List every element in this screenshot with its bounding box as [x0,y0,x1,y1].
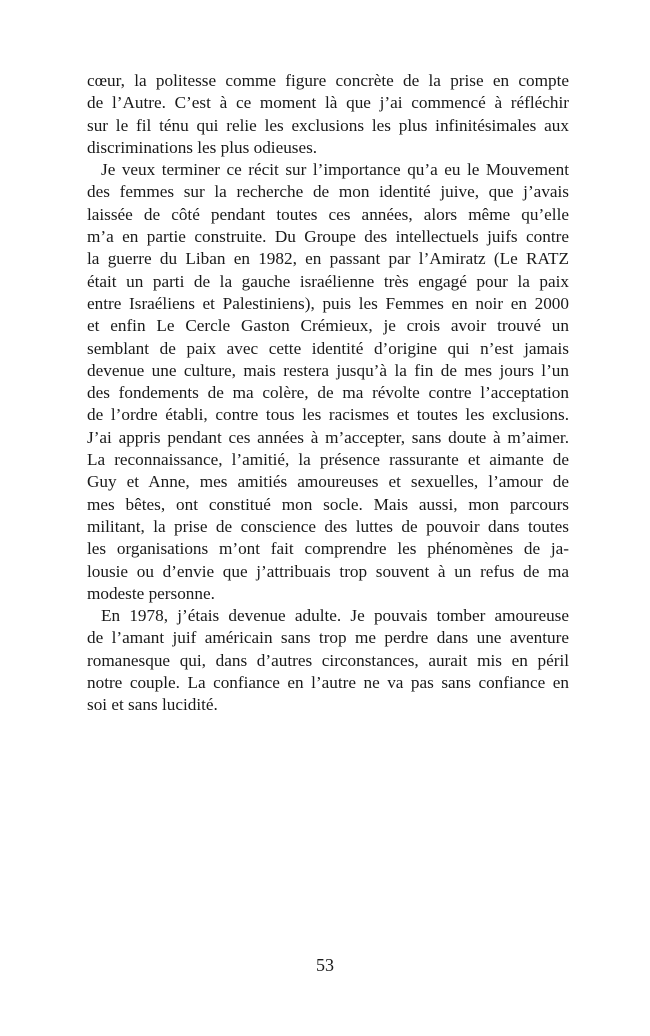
text-line: et enfin Le Cercle Gaston Crémieux, je crois avoir trouvé un [87,316,569,336]
text-line: les organisations m’ont fait comprendre les phénomènes de ja- [87,539,569,559]
text-line: notre couple. La confiance en l’autre ne va pas sans confiance en [87,673,569,693]
text-line: mes bêtes, ont constitué mon socle. Mais aussi, mon parcours [87,494,569,514]
text-line: entre Israéliens et Palestiniens), puis les Femmes en noir en 2000 [87,293,569,313]
text-line: Je veux terminer ce récit sur l’importance qu’a eu le Mouvement [101,160,569,180]
text-line: était un parti de la gauche israélienne très engagé pour la paix [87,271,569,291]
paragraph [87,70,569,159]
text-line: sur le fil ténu qui relie les exclusions les plus infinitésimales aux [87,115,569,135]
paragraph [87,159,569,605]
text-line: militant, la prise de conscience des luttes de pouvoir dans toutes [87,516,569,536]
text-line: devenue une culture, mais restera jusqu’à la fin de mes jours l’un [87,360,569,380]
text-line: la guerre du Liban en 1982, en passant par l’Amiratz (Le RATZ [87,249,569,269]
text-line: des femmes sur la recherche de mon identité juive, que j’avais [87,182,569,202]
text-line: modeste personne. [87,583,215,603]
text-line: La reconnaissance, l’amitié, la présence rassurante et aimante de [87,450,569,470]
page-number: 53 [316,955,334,975]
text-line: discriminations les plus odieuses. [87,137,318,157]
text-line: soi et sans lucidité. [87,695,218,715]
text-line: des fondements de ma colère, de ma révolte contre l’acceptation [87,383,569,403]
text-line: de l’Autre. C’est à ce moment là que j’ai commencé à réfléchir [87,93,569,113]
text-line: J’ai appris pendant ces années à m’accepter, sans doute à m’aimer. [87,427,569,447]
text-line: En 1978, j’étais devenue adulte. Je pouvais tomber amoureuse [101,606,569,626]
text-line: de l’ordre établi, contre tous les racismes et toutes les exclusions. [87,405,569,425]
text-line: romanesque qui, dans d’autres circonstances, aurait mis en péril [87,650,569,670]
page-body [87,70,569,717]
text-line: cœur, la politesse comme figure concrète de la prise en compte [87,71,569,90]
text-line: laissée de côté pendant toutes ces années, alors même qu’elle [87,204,569,224]
paragraph [87,605,569,716]
text-line: Guy et Anne, mes amitiés amoureuses et sexuelles, l’amour de [87,472,569,492]
text-line: lousie ou d’envie que j’attribuais trop souvent à un refus de ma [87,561,569,581]
text-line: semblant de paix avec cette identité d’origine qui n’est jamais [87,338,569,358]
text-line: de l’amant juif américain sans trop me perdre dans une aventure [87,628,569,648]
text-line: m’a en partie construite. Du Groupe des intellectuels juifs contre [87,227,569,247]
